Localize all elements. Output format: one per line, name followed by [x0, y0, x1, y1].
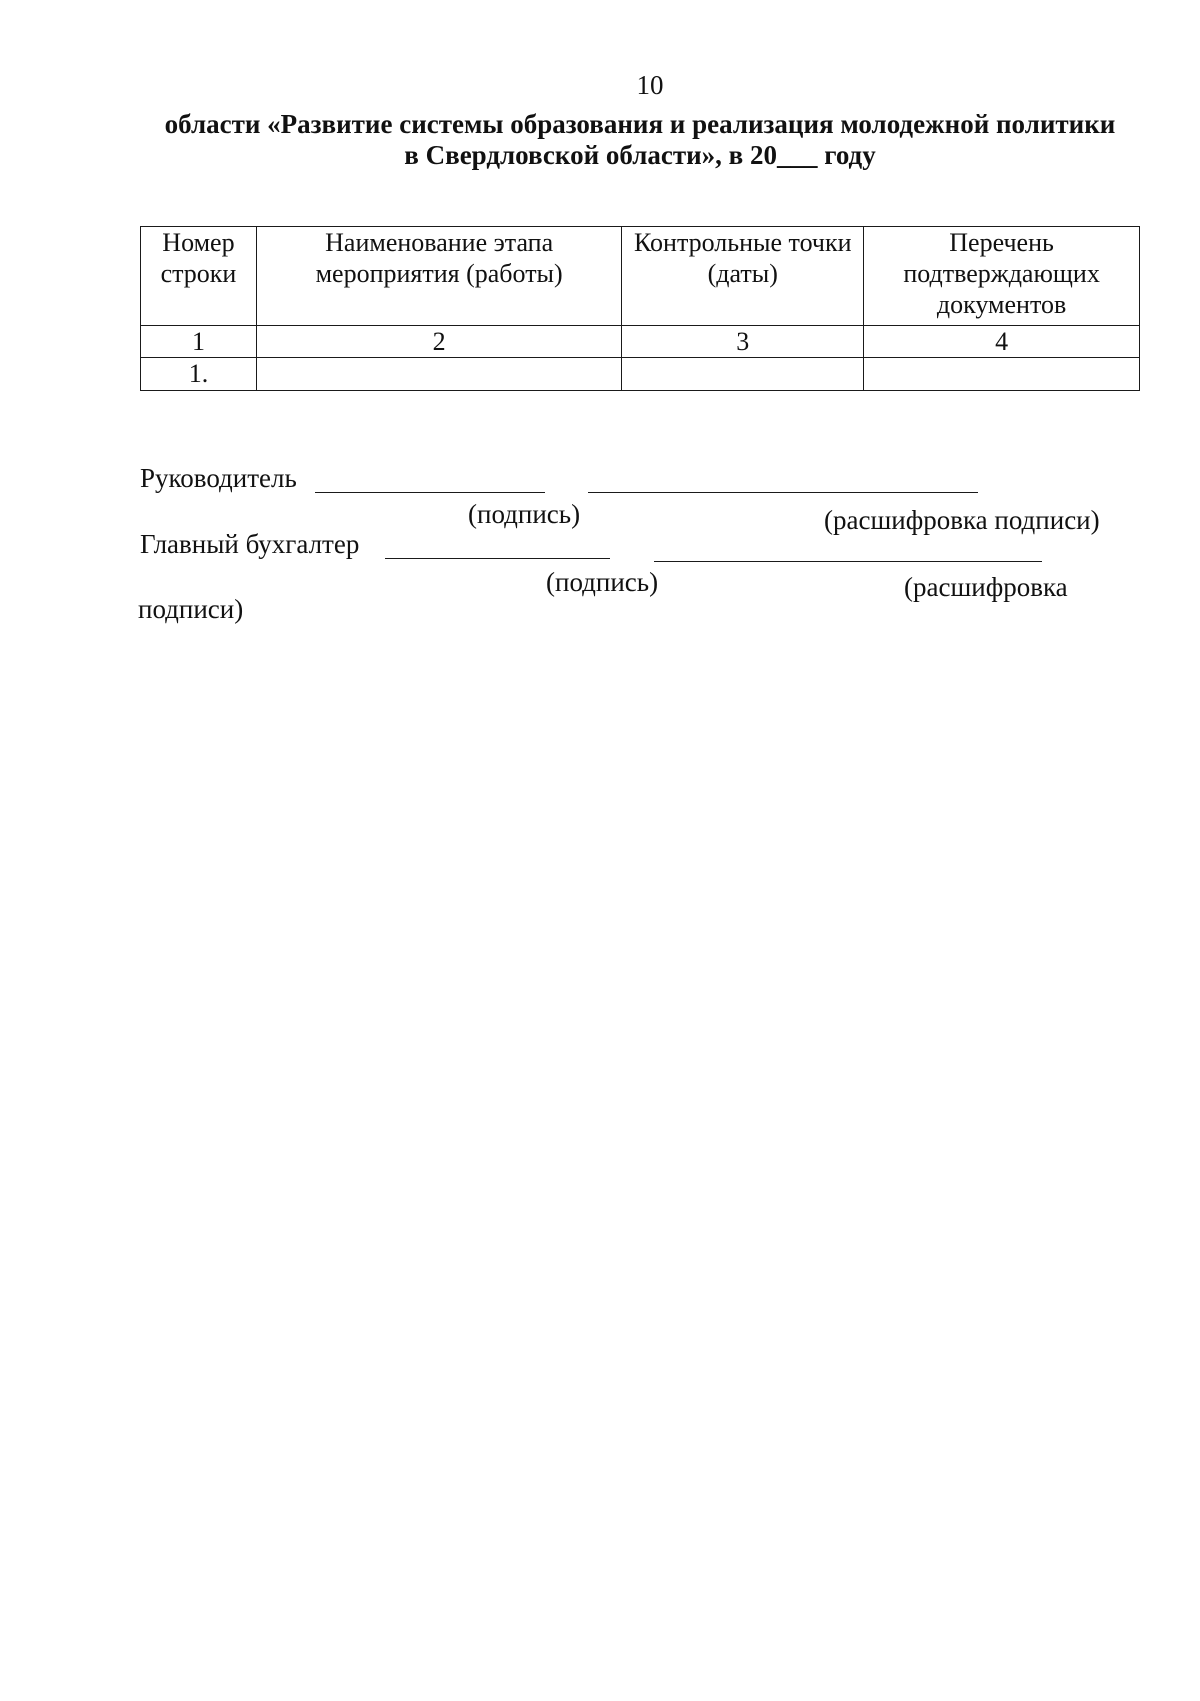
- column-number: 2: [256, 326, 622, 358]
- table-header-row: [141, 227, 1140, 326]
- head-label: Руководитель: [140, 463, 297, 493]
- document-title: [130, 109, 1150, 171]
- accountant-signature-caption: (подпись): [546, 567, 659, 597]
- head-decoding-caption: (расшифровка подписи): [824, 505, 1100, 535]
- page-number: 10: [636, 70, 664, 100]
- column-numbering-row: [141, 326, 1140, 358]
- header-control-points: Контрольные точки (даты): [622, 227, 864, 326]
- column-number: 4: [864, 326, 1140, 358]
- accountant-label: Главный бухгалтер: [140, 529, 360, 559]
- title-line-1: области «Развитие системы образования и реализация молодежной политики: [164, 109, 1116, 139]
- head-signature-caption: (подпись): [468, 499, 581, 529]
- title-line-2: в Свердловской области», в 20___ году: [404, 140, 876, 170]
- header-row-number: Номер строки: [141, 227, 257, 326]
- header-stage-name: Наименование этапа мероприятия (работы): [256, 227, 622, 326]
- column-number: 3: [622, 326, 864, 358]
- accountant-signature-line[interactable]: [385, 558, 610, 559]
- accountant-decoding-caption-continued: подписи): [138, 594, 244, 624]
- table-cell[interactable]: [864, 358, 1140, 391]
- head-signature-line[interactable]: [315, 492, 545, 493]
- milestones-table: [140, 226, 1140, 391]
- table-cell[interactable]: [622, 358, 864, 391]
- accountant-decoding-line[interactable]: [654, 561, 1042, 562]
- table-cell[interactable]: 1.: [141, 358, 257, 391]
- table-cell[interactable]: [256, 358, 622, 391]
- table-row: [141, 358, 1140, 391]
- header-documents-list: Перечень подтверждающих документов: [864, 227, 1140, 326]
- column-number: 1: [141, 326, 257, 358]
- head-decoding-line[interactable]: [588, 492, 978, 493]
- accountant-decoding-caption: (расшифровка: [904, 572, 1068, 602]
